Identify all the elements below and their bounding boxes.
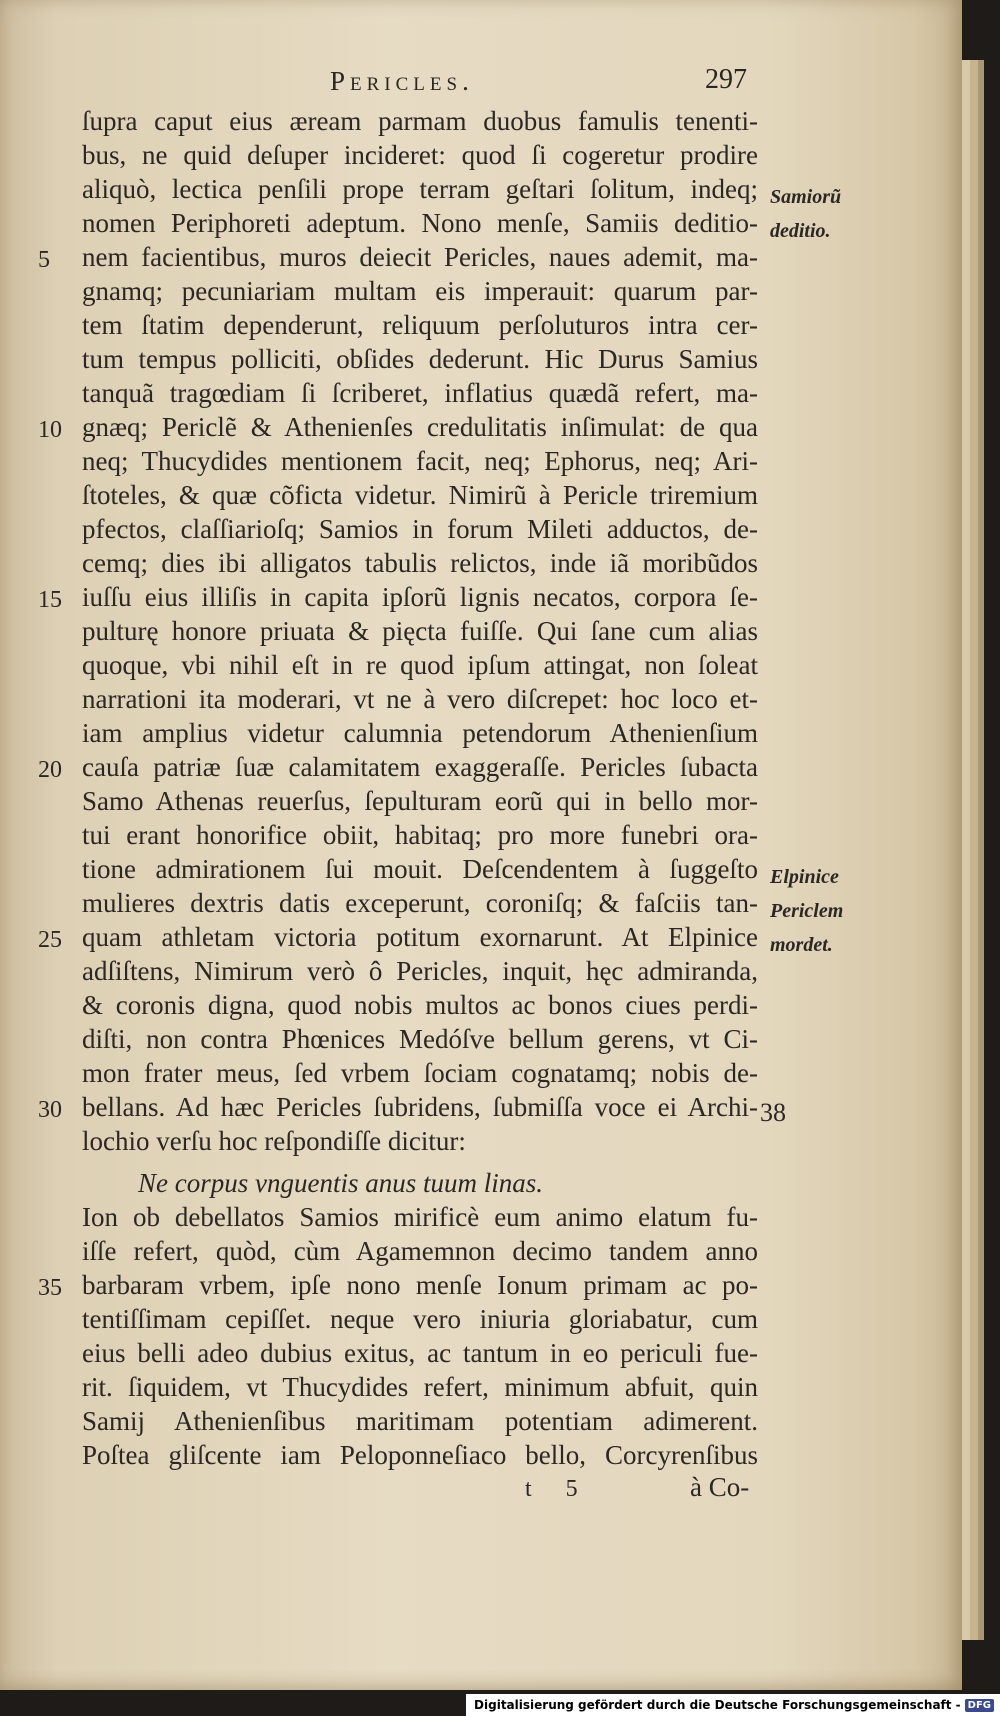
text-line: adſiſtens, Nimirum verò ô Pericles, inquit, hęc admiranda, bbox=[82, 956, 758, 986]
line-number: 25 bbox=[38, 927, 62, 953]
text-line: gnamq; pecuniariam multam eis imperauit: quarum par- bbox=[82, 276, 758, 306]
page-edge bbox=[962, 60, 970, 1640]
text-line: tanquã tragœdiam ſi ſcriberet, inflatius quædã refert, ma- bbox=[82, 378, 758, 408]
verse-line: Ne corpus vnguentis anus tuum linas. bbox=[138, 1168, 543, 1198]
text-line: nomen Periphoreti adeptum. Nono menſe, Samiis deditio- bbox=[82, 208, 758, 238]
text-line: barbaram vrbem, ipſe nono menſe Ionum primam ac po- bbox=[82, 1270, 758, 1300]
margin-note: Periclem bbox=[770, 900, 844, 922]
text-line: bellans. Ad hæc Pericles ſubridens, ſubmiſſa voce ei Archi- bbox=[82, 1092, 758, 1122]
text-line: pfectos, claſſiarioſq; Samios in forum Mileti adductos, de- bbox=[82, 514, 758, 544]
text-line: nem facientibus, muros deiecit Pericles, naues ademit, ma- bbox=[82, 242, 758, 272]
funding-footer bbox=[466, 1694, 1000, 1716]
text-line: rit. ſiquidem, vt Thucydides refert, minimum abfuit, quin bbox=[82, 1372, 758, 1402]
text-line: ſtoteles, & quæ cõficta videtur. Nimirũ à Pericle triremium bbox=[82, 480, 758, 510]
text-line: mulieres dextris datis exceperunt, coroniſq; & faſciis tan- bbox=[82, 888, 758, 918]
page-edge bbox=[970, 60, 978, 1640]
text-line: eius belli adeo dubius exitus, ac tantum in eo periculi fue- bbox=[82, 1338, 758, 1368]
text-line: bus, ne quid deſuper incideret: quod ſi cogeretur prodire bbox=[82, 140, 758, 170]
margin-note: Samiorũ bbox=[770, 186, 842, 208]
line-number: 5 bbox=[38, 247, 50, 273]
margin-note: deditio. bbox=[770, 220, 831, 242]
funding-text: Digitalisierung gefördert durch die Deutsche Forschungsgemeinschaft - bbox=[474, 1698, 961, 1712]
text-line: lochio verſu hoc reſpondiſſe dicitur: bbox=[82, 1126, 466, 1156]
page-edge bbox=[978, 60, 984, 1640]
text-line: cauſa patriæ ſuæ calamitatem exaggeraſſe. Pericles ſubacta bbox=[82, 752, 758, 782]
text-line: tione admirationem ſui mouit. Deſcendentem à ſuggeſto bbox=[82, 854, 758, 884]
line-number: 35 bbox=[38, 1275, 62, 1301]
line-number: 30 bbox=[38, 1097, 62, 1123]
line-number: 20 bbox=[38, 757, 62, 783]
text-line: Ion ob debellatos Samios mirificè eum animo elatum fu- bbox=[82, 1202, 758, 1232]
text-line: Poſtea gliſcente iam Peloponneſiaco bello, Corcyrenſibus bbox=[82, 1440, 758, 1470]
line-number: 10 bbox=[38, 417, 62, 443]
text-line: mon frater meus, ſed vrbem ſociam cognatamq; nobis de- bbox=[82, 1058, 758, 1088]
text-line: diſti, non contra Phœnices Medóſve bellum gerens, vt Ci- bbox=[82, 1024, 758, 1054]
signature-mark: t 5 bbox=[525, 1476, 592, 1502]
text-line: iuſſu eius illiſis in capita ipſorũ lignis necatos, corpora ſe- bbox=[82, 582, 758, 612]
text-line: gnæq; Periclẽ & Athenienſes credulitatis inſimulat: de qua bbox=[82, 412, 758, 442]
text-line: Samo Athenas reuerſus, ſepulturam eorũ qui in bello mor- bbox=[82, 786, 758, 816]
line-number: 15 bbox=[38, 587, 62, 613]
text-line: quoque, vbi nihil eſt in re quod ipſum attingat, non ſoleat bbox=[82, 650, 758, 680]
dfg-logo-icon: DFG bbox=[965, 1699, 994, 1712]
text-line: tentiſſimam cepiſſet. neque vero iniuria gloriabatur, cum bbox=[82, 1304, 758, 1334]
text-line: aliquò, lectica penſili prope terram geſtari ſolitum, indeq; bbox=[82, 174, 758, 204]
margin-number: 38 bbox=[760, 1098, 786, 1127]
margin-note: mordet. bbox=[770, 934, 833, 956]
text-line: narrationi ita moderari, vt ne à vero diſcrepet: hoc loco et- bbox=[82, 684, 758, 714]
text-line: Samij Athenienſibus maritimam potentiam adimerent. bbox=[82, 1406, 758, 1436]
text-line: iam amplius videtur calumnia petendorum Athenienſium bbox=[82, 718, 758, 748]
text-line: quam athletam victoria potitum exornarunt. At Elpinice bbox=[82, 922, 758, 952]
text-line: neq; Thucydides mentionem facit, neq; Ephorus, neq; Ari- bbox=[82, 446, 758, 476]
text-line: & coronis digna, quod nobis multos ac bonos ciues perdi- bbox=[82, 990, 758, 1020]
text-line: cemq; dies ibi alligatos tabulis relictos, inde iã moribũdos bbox=[82, 548, 758, 578]
page-number: 297 bbox=[705, 64, 747, 95]
text-line: ſupra caput eius æream parmam duobus famulis tenenti- bbox=[82, 106, 758, 136]
text-line: iſſe refert, quòd, cùm Agamemnon decimo tandem anno bbox=[82, 1236, 758, 1266]
text-line: pulturę honore priuata & pięcta fuiſſe. Qui ſane cum alias bbox=[82, 616, 758, 646]
running-head: Pericles. bbox=[330, 66, 474, 96]
text-line: tem ſtatim dependerunt, reliquum perſoluturos intra cer- bbox=[82, 310, 758, 340]
text-line: tui erant honorifice obiit, habitaq; pro more funebri ora- bbox=[82, 820, 758, 850]
margin-note: Elpinice bbox=[770, 866, 839, 888]
catchword: à Co- bbox=[690, 1472, 750, 1502]
text-line: tum tempus polliciti, obſides dederunt. Hic Durus Samius bbox=[82, 344, 758, 374]
